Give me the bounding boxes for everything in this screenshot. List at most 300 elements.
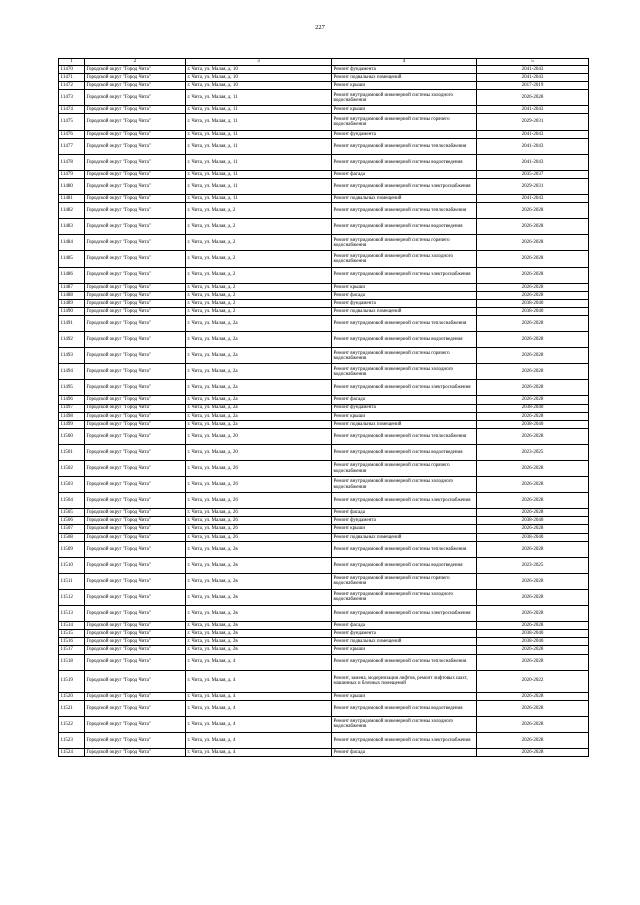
table-row xyxy=(59,533,589,541)
period-cell: 2026-2028 xyxy=(477,428,589,444)
work-type-cell: Ремонт внутридомовой инженерной системы водоотведения xyxy=(332,557,477,573)
row-number-cell: 11522 xyxy=(59,716,85,732)
column-number-row xyxy=(59,59,589,66)
municipality-cell: Городской округ "Город Чита" xyxy=(85,477,186,493)
address-cell: г. Чита, ул. Малая, д. 2в xyxy=(186,557,332,573)
period-cell: 2026-2028 xyxy=(477,396,589,404)
period-cell: 2023-2025 xyxy=(477,444,589,460)
row-number-cell: 11477 xyxy=(59,138,85,154)
period-cell: 2026-2028 xyxy=(477,332,589,348)
address-cell: г. Чита, ул. Малая, д. 2в xyxy=(186,630,332,638)
table-row xyxy=(59,622,589,630)
work-type-cell: Ремонт крыши xyxy=(332,646,477,654)
table-row xyxy=(59,74,589,82)
address-cell: г. Чита, ул. Малая, д. 10 xyxy=(186,82,332,90)
municipality-cell: Городской округ "Город Чита" xyxy=(85,557,186,573)
row-number-cell: 11498 xyxy=(59,412,85,420)
work-type-cell: Ремонт внутридомовой инженерной системы электроснабжения xyxy=(332,732,477,748)
period-cell: 2026-2028 xyxy=(477,477,589,493)
row-number-cell: 11501 xyxy=(59,444,85,460)
period-cell: 2026-2028 xyxy=(477,646,589,654)
table-row xyxy=(59,195,589,203)
address-cell: г. Чита, ул. Малая, д. 2 xyxy=(186,219,332,235)
municipality-cell: Городской округ "Город Чита" xyxy=(85,533,186,541)
row-number-cell: 11472 xyxy=(59,82,85,90)
row-number-cell: 11493 xyxy=(59,348,85,364)
municipality-cell: Городской округ "Город Чита" xyxy=(85,670,186,692)
period-cell: 2026-2028 xyxy=(477,606,589,622)
work-type-cell: Ремонт внутридомовой инженерной системы теплоснабжения xyxy=(332,541,477,557)
municipality-cell: Городской округ "Город Чита" xyxy=(85,404,186,412)
municipality-cell: Городской округ "Город Чита" xyxy=(85,154,186,170)
period-cell: 2026-2028 xyxy=(477,291,589,299)
row-number-cell: 11474 xyxy=(59,106,85,114)
address-cell: г. Чита, ул. Малая, д. 2а xyxy=(186,348,332,364)
works-registry-table xyxy=(58,58,589,757)
row-number-cell: 11473 xyxy=(59,90,85,106)
table-row xyxy=(59,646,589,654)
address-cell: г. Чита, ул. Малая, д. 11 xyxy=(186,90,332,106)
municipality-cell: Городской округ "Город Чита" xyxy=(85,716,186,732)
row-number-cell: 11517 xyxy=(59,646,85,654)
row-number-cell: 11520 xyxy=(59,692,85,700)
table-row xyxy=(59,748,589,756)
table-row xyxy=(59,203,589,219)
table-row xyxy=(59,573,589,589)
work-type-cell: Ремонт подвальных помещений xyxy=(332,307,477,315)
period-cell: 2026-2028 xyxy=(477,412,589,420)
table-body xyxy=(59,59,589,757)
address-cell: г. Чита, ул. Малая, д. 11 xyxy=(186,154,332,170)
municipality-cell: Городской округ "Город Чита" xyxy=(85,74,186,82)
municipality-cell: Городской округ "Город Чита" xyxy=(85,203,186,219)
municipality-cell: Городской округ "Город Чита" xyxy=(85,509,186,517)
address-cell: г. Чита, ул. Малая, д. 2 xyxy=(186,267,332,283)
row-number-cell: 11482 xyxy=(59,203,85,219)
table-row xyxy=(59,557,589,573)
period-cell: 2026-2028 xyxy=(477,267,589,283)
municipality-cell: Городской округ "Город Чита" xyxy=(85,178,186,194)
table-row xyxy=(59,525,589,533)
row-number-cell: 11506 xyxy=(59,517,85,525)
row-number-cell: 11489 xyxy=(59,299,85,307)
table-row xyxy=(59,364,589,380)
address-cell: г. Чита, ул. Малая, д. 2 xyxy=(186,291,332,299)
municipality-cell: Городской округ "Город Чита" xyxy=(85,251,186,267)
address-cell: г. Чита, ул. Малая, д. 26 xyxy=(186,493,332,509)
address-cell: г. Чита, ул. Малая, д. 2в xyxy=(186,541,332,557)
table-row xyxy=(59,380,589,396)
address-cell: г. Чита, ул. Малая, д. 4 xyxy=(186,692,332,700)
work-type-cell: Ремонт крыши xyxy=(332,525,477,533)
period-cell: 2038-2040 xyxy=(477,533,589,541)
period-cell: 2026-2028 xyxy=(477,348,589,364)
work-type-cell: Ремонт внутридомовой инженерной системы холодного водоснабжения xyxy=(332,251,477,267)
address-cell: г. Чита, ул. Малая, д. 11 xyxy=(186,138,332,154)
table-row xyxy=(59,114,589,130)
page-number: 227 xyxy=(315,24,325,31)
address-cell: г. Чита, ул. Малая, д. 26 xyxy=(186,461,332,477)
municipality-cell: Городской округ "Город Чита" xyxy=(85,541,186,557)
work-type-cell: Ремонт внутридомовой инженерной системы горячего водоснабжения xyxy=(332,461,477,477)
municipality-cell: Городской округ "Город Чита" xyxy=(85,380,186,396)
period-cell: 2026-2028 xyxy=(477,90,589,106)
table-row xyxy=(59,170,589,178)
work-type-cell: Ремонт внутридомовой инженерной системы теплоснабжения xyxy=(332,315,477,331)
address-cell: г. Чита, ул. Малая, д. 2в xyxy=(186,573,332,589)
period-cell: 2029-2031 xyxy=(477,178,589,194)
address-cell: г. Чита, ул. Малая, д. 20 xyxy=(186,444,332,460)
address-cell: г. Чита, ул. Малая, д. 4 xyxy=(186,700,332,716)
address-cell: г. Чита, ул. Малая, д. 11 xyxy=(186,106,332,114)
work-type-cell: Ремонт фундамента xyxy=(332,130,477,138)
address-cell: г. Чита, ул. Малая, д. 26 xyxy=(186,477,332,493)
table-row xyxy=(59,732,589,748)
work-type-cell: Ремонт фасада xyxy=(332,748,477,756)
work-type-cell: Ремонт фундамента xyxy=(332,630,477,638)
row-number-cell: 11524 xyxy=(59,748,85,756)
table-row xyxy=(59,178,589,194)
address-cell: г. Чита, ул. Малая, д. 2в xyxy=(186,622,332,630)
address-cell: г. Чита, ул. Малая, д. 2 xyxy=(186,251,332,267)
municipality-cell: Городской округ "Город Чита" xyxy=(85,428,186,444)
municipality-cell: Городской округ "Город Чита" xyxy=(85,692,186,700)
address-cell: г. Чита, ул. Малая, д. 11 xyxy=(186,178,332,194)
work-type-cell: Ремонт крыши xyxy=(332,283,477,291)
address-cell: г. Чита, ул. Малая, д. 2а xyxy=(186,396,332,404)
municipality-cell: Городской округ "Город Чита" xyxy=(85,461,186,477)
work-type-cell: Ремонт внутридомовой инженерной системы теплоснабжения xyxy=(332,428,477,444)
row-number-cell: 11504 xyxy=(59,493,85,509)
work-type-cell: Ремонт внутридомовой инженерной системы горячего водоснабжения xyxy=(332,348,477,364)
period-cell: 2041-2043 xyxy=(477,195,589,203)
address-cell: г. Чита, ул. Малая, д. 2 xyxy=(186,203,332,219)
table-row xyxy=(59,477,589,493)
address-cell: г. Чита, ул. Малая, д. 2в xyxy=(186,646,332,654)
period-cell: 2026-2028 xyxy=(477,315,589,331)
row-number-cell: 11509 xyxy=(59,541,85,557)
address-cell: г. Чита, ул. Малая, д. 26 xyxy=(186,517,332,525)
municipality-cell: Городской округ "Город Чита" xyxy=(85,267,186,283)
row-number-cell: 11485 xyxy=(59,251,85,267)
work-type-cell: Ремонт фасада xyxy=(332,622,477,630)
period-cell: 2041-2043 xyxy=(477,130,589,138)
table-row xyxy=(59,638,589,646)
work-type-cell: Ремонт внутридомовой инженерной системы холодного водоснабжения xyxy=(332,364,477,380)
municipality-cell: Городской округ "Город Чита" xyxy=(85,307,186,315)
work-type-cell: Ремонт внутридомовой инженерной системы горячего водоснабжения xyxy=(332,573,477,589)
table-row xyxy=(59,138,589,154)
address-cell: г. Чита, ул. Малая, д. 2в xyxy=(186,606,332,622)
work-type-cell: Ремонт внутридомовой инженерной системы холодного водоснабжения xyxy=(332,589,477,605)
period-cell: 2038-2040 xyxy=(477,420,589,428)
row-number-cell: 11499 xyxy=(59,420,85,428)
table-row xyxy=(59,630,589,638)
municipality-cell: Городской округ "Город Чита" xyxy=(85,606,186,622)
period-cell: 2026-2028 xyxy=(477,493,589,509)
period-cell: 2026-2028 xyxy=(477,573,589,589)
period-cell: 2026-2028 xyxy=(477,364,589,380)
municipality-cell: Городской округ "Город Чита" xyxy=(85,420,186,428)
period-cell: 2026-2028 xyxy=(477,700,589,716)
municipality-cell: Городской округ "Город Чита" xyxy=(85,700,186,716)
row-number-cell: 11495 xyxy=(59,380,85,396)
row-number-cell: 11487 xyxy=(59,283,85,291)
work-type-cell: Ремонт внутридомовой инженерной системы холодного водоснабжения xyxy=(332,477,477,493)
work-type-cell: Ремонт внутридомовой инженерной системы теплоснабжения xyxy=(332,203,477,219)
address-cell: г. Чита, ул. Малая, д. 2а xyxy=(186,315,332,331)
municipality-cell: Городской округ "Город Чита" xyxy=(85,732,186,748)
municipality-cell: Городской округ "Город Чита" xyxy=(85,573,186,589)
period-cell: 2038-2040 xyxy=(477,638,589,646)
column-number-1: 1 xyxy=(59,59,85,66)
row-number-cell: 11507 xyxy=(59,525,85,533)
row-number-cell: 11503 xyxy=(59,477,85,493)
row-number-cell: 11516 xyxy=(59,638,85,646)
row-number-cell: 11500 xyxy=(59,428,85,444)
row-number-cell: 11483 xyxy=(59,219,85,235)
work-type-cell: Ремонт внутридомовой инженерной системы холодного водоснабжения xyxy=(332,716,477,732)
row-number-cell: 11486 xyxy=(59,267,85,283)
work-type-cell: Ремонт внутридомовой инженерной системы электроснабжения xyxy=(332,267,477,283)
row-number-cell: 11515 xyxy=(59,630,85,638)
address-cell: г. Чита, ул. Малая, д. 4 xyxy=(186,670,332,692)
table-row xyxy=(59,670,589,692)
period-cell: 2026-2028 xyxy=(477,283,589,291)
period-cell: 2026-2028 xyxy=(477,235,589,251)
address-cell: г. Чита, ул. Малая, д. 2в xyxy=(186,589,332,605)
period-cell: 2026-2028 xyxy=(477,541,589,557)
address-cell: г. Чита, ул. Малая, д. 2 xyxy=(186,299,332,307)
municipality-cell: Городской округ "Город Чита" xyxy=(85,130,186,138)
period-cell: 2029-2031 xyxy=(477,114,589,130)
municipality-cell: Городской округ "Город Чита" xyxy=(85,235,186,251)
work-type-cell: Ремонт внутридомовой инженерной системы теплоснабжения xyxy=(332,138,477,154)
municipality-cell: Городской округ "Город Чита" xyxy=(85,219,186,235)
work-type-cell: Ремонт фасада xyxy=(332,509,477,517)
municipality-cell: Городской округ "Город Чита" xyxy=(85,106,186,114)
period-cell: 2041-2043 xyxy=(477,106,589,114)
table-row xyxy=(59,692,589,700)
table-row xyxy=(59,332,589,348)
row-number-cell: 11513 xyxy=(59,606,85,622)
address-cell: г. Чита, ул. Малая, д. 10 xyxy=(186,66,332,74)
period-cell: 2038-2040 xyxy=(477,630,589,638)
address-cell: г. Чита, ул. Малая, д. 2 xyxy=(186,283,332,291)
address-cell: г. Чита, ул. Малая, д. 26 xyxy=(186,533,332,541)
municipality-cell: Городской округ "Город Чита" xyxy=(85,364,186,380)
address-cell: г. Чита, ул. Малая, д. 26 xyxy=(186,509,332,517)
work-type-cell: Ремонт фундамента xyxy=(332,404,477,412)
row-number-cell: 11511 xyxy=(59,573,85,589)
period-cell: 2041-2043 xyxy=(477,74,589,82)
municipality-cell: Городской округ "Город Чита" xyxy=(85,291,186,299)
period-cell: 2041-2043 xyxy=(477,154,589,170)
municipality-cell: Городской округ "Город Чита" xyxy=(85,493,186,509)
period-cell: 2026-2028 xyxy=(477,380,589,396)
period-cell: 2026-2028 xyxy=(477,219,589,235)
period-cell: 2026-2028 xyxy=(477,509,589,517)
work-type-cell: Ремонт внутридомовой инженерной системы электроснабжения xyxy=(332,380,477,396)
row-number-cell: 11494 xyxy=(59,364,85,380)
period-cell: 2041-2043 xyxy=(477,138,589,154)
address-cell: г. Чита, ул. Малая, д. 2а xyxy=(186,380,332,396)
address-cell: г. Чита, ул. Малая, д. 4 xyxy=(186,748,332,756)
row-number-cell: 11521 xyxy=(59,700,85,716)
address-cell: г. Чита, ул. Малая, д. 11 xyxy=(186,195,332,203)
period-cell: 2026-2028 xyxy=(477,716,589,732)
municipality-cell: Городской округ "Город Чита" xyxy=(85,444,186,460)
work-type-cell: Ремонт подвальных помещений xyxy=(332,74,477,82)
table-row xyxy=(59,315,589,331)
row-number-cell: 11497 xyxy=(59,404,85,412)
address-cell: г. Чита, ул. Малая, д. 10 xyxy=(186,74,332,82)
row-number-cell: 11512 xyxy=(59,589,85,605)
work-type-cell: Ремонт подвальных помещений xyxy=(332,638,477,646)
period-cell: 2035-2037 xyxy=(477,170,589,178)
municipality-cell: Городской округ "Город Чита" xyxy=(85,138,186,154)
work-type-cell: Ремонт внутридомовой инженерной системы горячего водоснабжения xyxy=(332,235,477,251)
period-cell: 2017-2019 xyxy=(477,82,589,90)
municipality-cell: Городской округ "Город Чита" xyxy=(85,82,186,90)
work-type-cell: Ремонт крыши xyxy=(332,82,477,90)
table-row xyxy=(59,307,589,315)
row-number-cell: 11518 xyxy=(59,654,85,670)
column-number-4: 4 xyxy=(332,59,477,66)
work-type-cell: Ремонт внутридомовой инженерной системы электроснабжения xyxy=(332,606,477,622)
municipality-cell: Городской округ "Город Чита" xyxy=(85,517,186,525)
period-cell: 2023-2025 xyxy=(477,557,589,573)
row-number-cell: 11496 xyxy=(59,396,85,404)
period-cell: 2026-2028 xyxy=(477,525,589,533)
row-number-cell: 11505 xyxy=(59,509,85,517)
address-cell: г. Чита, ул. Малая, д. 11 xyxy=(186,114,332,130)
address-cell: г. Чита, ул. Малая, д. 4 xyxy=(186,654,332,670)
row-number-cell: 11478 xyxy=(59,154,85,170)
table-row xyxy=(59,700,589,716)
municipality-cell: Городской округ "Город Чита" xyxy=(85,654,186,670)
period-cell: 2026-2028 xyxy=(477,461,589,477)
address-cell: г. Чита, ул. Малая, д. 26 xyxy=(186,525,332,533)
work-type-cell: Ремонт внутридомовой инженерной системы электроснабжения xyxy=(332,178,477,194)
period-cell: 2026-2028 xyxy=(477,203,589,219)
period-cell: 2038-2040 xyxy=(477,299,589,307)
period-cell: 2038-2040 xyxy=(477,517,589,525)
table-row xyxy=(59,130,589,138)
table-row xyxy=(59,348,589,364)
table-row xyxy=(59,283,589,291)
municipality-cell: Городской округ "Город Чита" xyxy=(85,90,186,106)
address-cell: г. Чита, ул. Малая, д. 2а xyxy=(186,420,332,428)
period-cell: 2026-2028 xyxy=(477,622,589,630)
period-cell: 2026-2028 xyxy=(477,251,589,267)
table-row xyxy=(59,154,589,170)
work-type-cell: Ремонт фасада xyxy=(332,291,477,299)
table-row xyxy=(59,267,589,283)
column-number-2: 2 xyxy=(85,59,186,66)
work-type-cell: Ремонт крыши xyxy=(332,692,477,700)
period-cell: 2026-2028 xyxy=(477,589,589,605)
table-row xyxy=(59,461,589,477)
row-number-cell: 11471 xyxy=(59,74,85,82)
work-type-cell: Ремонт внутридомовой инженерной системы водоотведения xyxy=(332,444,477,460)
row-number-cell: 11480 xyxy=(59,178,85,194)
column-number-3: 3 xyxy=(186,59,332,66)
work-type-cell: Ремонт внутридомовой инженерной системы холодного водоснабжения xyxy=(332,90,477,106)
table-row xyxy=(59,66,589,74)
period-cell: 2026-2028 xyxy=(477,732,589,748)
address-cell: г. Чита, ул. Малая, д. 2 xyxy=(186,307,332,315)
address-cell: г. Чита, ул. Малая, д. 4 xyxy=(186,732,332,748)
municipality-cell: Городской округ "Город Чита" xyxy=(85,525,186,533)
address-cell: г. Чита, ул. Малая, д. 11 xyxy=(186,130,332,138)
work-type-cell: Ремонт фасада xyxy=(332,396,477,404)
table-row xyxy=(59,106,589,114)
address-cell: г. Чита, ул. Малая, д. 2 xyxy=(186,235,332,251)
work-type-cell: Ремонт внутридомовой инженерной системы водоотведения xyxy=(332,700,477,716)
work-type-cell: Ремонт, замена, модернизация лифтов, ремонт лифтовых шахт, машинных и блочных помещений xyxy=(332,670,477,692)
work-type-cell: Ремонт подвальных помещений xyxy=(332,420,477,428)
table-row xyxy=(59,90,589,106)
municipality-cell: Городской округ "Город Чита" xyxy=(85,348,186,364)
table-row xyxy=(59,606,589,622)
period-cell: 2038-2040 xyxy=(477,404,589,412)
row-number-cell: 11470 xyxy=(59,66,85,74)
table-row xyxy=(59,235,589,251)
municipality-cell: Городской округ "Город Чита" xyxy=(85,114,186,130)
row-number-cell: 11488 xyxy=(59,291,85,299)
row-number-cell: 11491 xyxy=(59,315,85,331)
address-cell: г. Чита, ул. Малая, д. 2а xyxy=(186,332,332,348)
period-cell: 2020-2022 xyxy=(477,670,589,692)
work-type-cell: Ремонт подвальных помещений xyxy=(332,195,477,203)
row-number-cell: 11508 xyxy=(59,533,85,541)
row-number-cell: 11475 xyxy=(59,114,85,130)
address-cell: г. Чита, ул. Малая, д. 2а xyxy=(186,412,332,420)
table-row xyxy=(59,404,589,412)
municipality-cell: Городской округ "Город Чита" xyxy=(85,195,186,203)
work-type-cell: Ремонт внутридомовой инженерной системы электроснабжения xyxy=(332,493,477,509)
table-row xyxy=(59,291,589,299)
table-row xyxy=(59,509,589,517)
address-cell: г. Чита, ул. Малая, д. 2а xyxy=(186,404,332,412)
row-number-cell: 11490 xyxy=(59,307,85,315)
period-cell: 2026-2028 xyxy=(477,692,589,700)
address-cell: г. Чита, ул. Малая, д. 2а xyxy=(186,364,332,380)
table-row xyxy=(59,396,589,404)
table-row xyxy=(59,517,589,525)
row-number-cell: 11481 xyxy=(59,195,85,203)
municipality-cell: Городской округ "Город Чита" xyxy=(85,396,186,404)
work-type-cell: Ремонт подвальных помещений xyxy=(332,533,477,541)
period-cell: 2041-2043 xyxy=(477,66,589,74)
column-number-5: 5 xyxy=(477,59,589,66)
work-type-cell: Ремонт внутридомовой инженерной системы теплоснабжения xyxy=(332,654,477,670)
table-row xyxy=(59,444,589,460)
municipality-cell: Городской округ "Город Чита" xyxy=(85,283,186,291)
table-row xyxy=(59,541,589,557)
row-number-cell: 11523 xyxy=(59,732,85,748)
address-cell: г. Чита, ул. Малая, д. 4 xyxy=(186,716,332,732)
period-cell: 2038-2040 xyxy=(477,307,589,315)
table-row xyxy=(59,716,589,732)
work-type-cell: Ремонт крыши xyxy=(332,106,477,114)
municipality-cell: Городской округ "Город Чита" xyxy=(85,622,186,630)
municipality-cell: Городской округ "Город Чита" xyxy=(85,412,186,420)
row-number-cell: 11519 xyxy=(59,670,85,692)
table-row xyxy=(59,251,589,267)
period-cell: 2026-2028 xyxy=(477,654,589,670)
